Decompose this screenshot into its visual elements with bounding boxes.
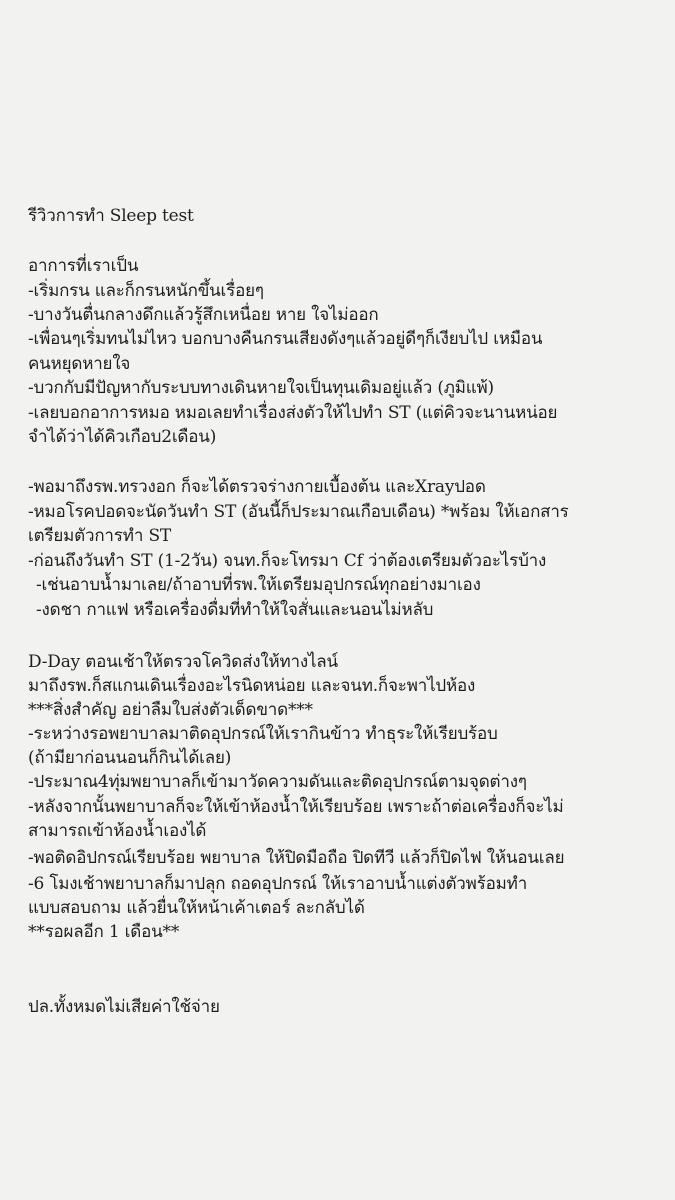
note-line: -เพื่อนๆเริ่มทนไม่ไหว บอกบางคืนกรนเสียงดังๆแล้วอยู่ดีๆก็เงียบไป เหมือน — [28, 329, 543, 349]
note-line: สามารถเข้าห้องน้ำเองได้ — [28, 821, 207, 841]
note-line: -เช่นอาบน้ำมาเลย/ถ้าอาบที่รพ.ให้เตรียมอุปกรณ์ทุกอย่างมาเอง — [36, 575, 481, 595]
note-line: -ระหว่างรอพยาบาลมาติดอุปกรณ์ให้เรากินข้าว ทำธุระให้เรียบร้อบ — [28, 724, 498, 744]
note-line: -พอติดอิปกรณ์เรียบร้อย พยาบาล ให้ปิดมือถือ ปิดทีวี แล้วก็ปิดไฟ ให้นอนเลย — [28, 848, 565, 868]
note-line: เตรียมตัวการทำ ST — [28, 526, 172, 546]
note-result: **รอผลอีก 1 เดือน** — [28, 922, 180, 942]
note-line: -งดชา กาแฟ หรือเครื่องดื่มที่ทำให้ใจสั่นและนอนไม่หลับ — [36, 600, 434, 620]
note-line: -บวกกับมีปัญหากับระบบทางเดินหายใจเป็นทุนเดิมอยู่แล้ว (ภูมิแพ้) — [28, 378, 494, 398]
note-important: ***สิ่งสำคัญ อย่าลืมใบส่งตัวเด็ดขาด*** — [28, 700, 313, 720]
note-line: แบบสอบถาม แล้วยื่นให้หน้าเค้าเตอร์ ละกลับได้ — [28, 898, 365, 918]
note-line: (ถ้ามียาก่อนนอนก็กินได้เลย) — [28, 748, 232, 768]
note-footer: ปล.ทั้งหมดไม่เสียค่าใช้จ่าย — [28, 997, 220, 1017]
note-line: จำได้ว่าได้คิวเกือบ2เดือน) — [28, 427, 217, 447]
note-title: รีวิวการทำ Sleep test — [28, 206, 194, 226]
note-heading-dday: D-Day ตอนเช้าให้ตรวจโควิดส่งให้ทางไลน์ — [28, 652, 338, 672]
note-line: -6 โมงเช้าพยาบาลก็มาปลุก ถอดอุปกรณ์ ให้เราอาบน้ำแต่งตัวพร้อมทำ — [28, 874, 528, 894]
note-line: -ประมาณ4ทุ่มพยาบาลก็เข้ามาวัดความดันและติดอุปกรณ์ตามจุดต่างๆ — [28, 772, 527, 792]
note-line: -บางวันตื่นกลางดึกแล้วรู้สึกเหนื่อย หาย ใจไม่ออก — [28, 305, 379, 325]
note-heading-symptoms: อาการที่เราเป็น — [28, 256, 139, 276]
note-line: -ก่อนถึงวันทำ ST (1-2วัน) จนท.ก็จะโทรมา Cf ว่าต้องเตรียมตัวอะไรบ้าง — [28, 551, 547, 571]
note-line: -หลังจากนั้นพยาบาลก็จะให้เข้าห้องน้ำให้เรียบร้อย เพราะถ้าต่อเครื่องก็จะไม่ — [28, 797, 564, 817]
note-line: -เลยบอกอาการหมอ หมอเลยทำเรื่องส่งตัวให้ไปทำ ST (แต่คิวจะนานหน่อย — [28, 403, 558, 423]
note-line: มาถึงรพ.ก็สแกนเดินเรื่องอะไรนิดหน่อย และจนท.ก็จะพาไปห้อง — [28, 676, 476, 696]
note-line: -พอมาถึงรพ.ทรวงอก ก็จะได้ตรวจร่างกายเบื้องต้น และXrayปอด — [28, 477, 486, 497]
note-line: คนหยุดหายใจ — [28, 354, 131, 374]
note-line: -หมอโรคปอดจะนัดวันทำ ST (อันนี้ก็ประมาณเกือบเดือน) *พร้อม ให้เอกสาร — [28, 502, 569, 522]
note-line: -เริ่มกรน และก็กรนหนักขึ้นเรื่อยๆ — [28, 281, 264, 301]
